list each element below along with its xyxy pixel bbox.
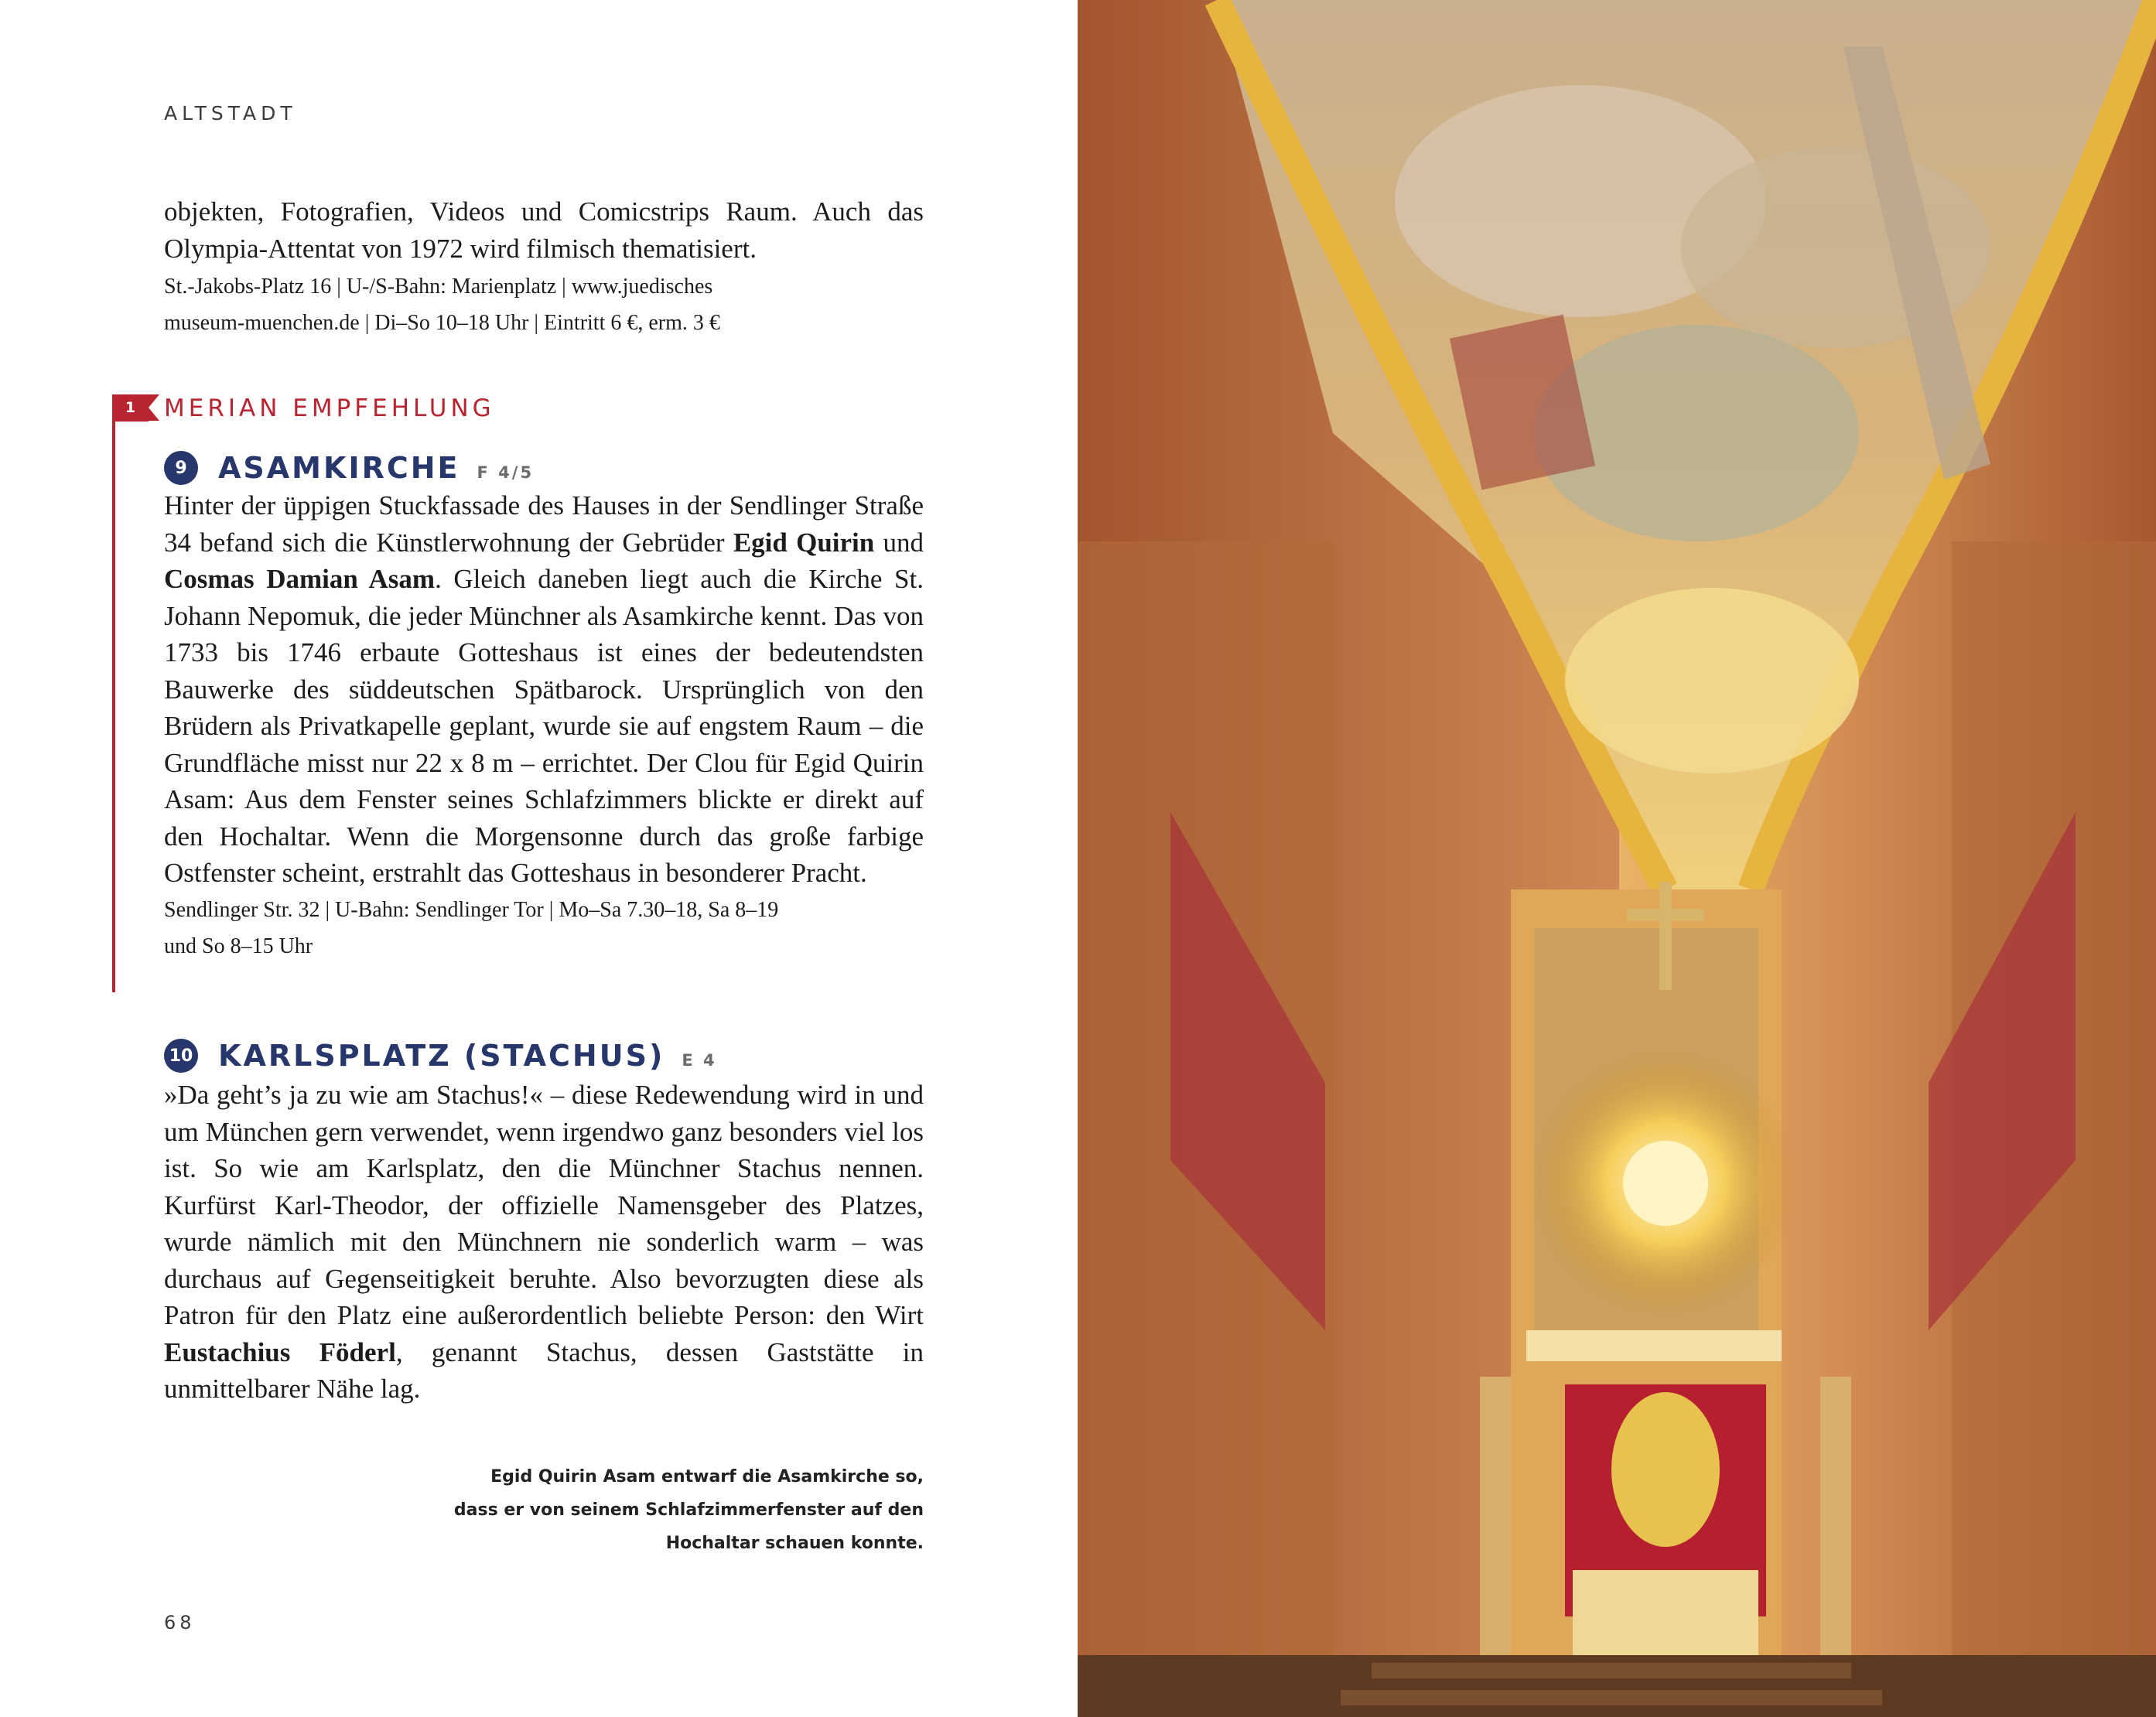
karlsplatz-section <box>164 1077 924 1408</box>
entry-title: KARLSPLATZ (STACHUS) <box>218 1039 665 1073</box>
photo-caption <box>418 1460 924 1560</box>
entry-title: ASAMKIRCHE <box>218 451 460 485</box>
asamkirche-interior-photo <box>1078 0 2156 1717</box>
entry-heading-asamkirche <box>164 449 534 487</box>
text-run: . Gleich daneben liegt auch die Kirche St. Johann Nepomuk, die jeder Münchner als Asamkirche kennt. Das von 1733 bis 1746 erbaute Gotteshaus ist eines der bedeutendsten Bauwerke des süddeutschen Spätbarock. Ursprünglich von den Brüdern als Privatkapelle geplant, wurde sie auf engstem Raum – die Grundfläche misst nur 22 x 8 m – errichtet. Der Clou für Egid Quirin Asam: Aus dem Fenster seines Schlafzimmers blickte er direkt auf den Hochaltar. Wenn die Morgensonne durch das große farbige Ostfenster scheint, erstrahlt das Gotteshaus in besonderer Pracht. <box>164 564 924 888</box>
info-line: Sendlinger Str. 32 | U-Bahn: Sendlinger Tor | Mo–Sa 7.30–18, Sa 8–19 <box>164 897 779 922</box>
entry-number-badge: 10 <box>164 1039 198 1073</box>
asamkirche-section <box>164 487 924 964</box>
merian-recommendation-label: MERIAN EMPFEHLUNG <box>164 394 495 422</box>
merian-flag-icon: 1 <box>112 394 149 422</box>
text-run: und <box>874 527 924 558</box>
caption-line: Egid Quirin Asam entwarf die Asamkirche so, <box>490 1467 924 1487</box>
bold-name: Egid Quirin <box>733 527 875 558</box>
info-line: und So 8–15 Uhr <box>164 934 313 958</box>
entry-number-badge: 9 <box>164 451 198 485</box>
bold-name: Eustachius Föderl <box>164 1336 396 1367</box>
entry-heading-karlsplatz <box>164 1036 717 1075</box>
photo-illustration <box>1078 0 2156 1717</box>
intro-paragraph: objekten, Fotografien, Videos und Comicstrips Raum. Auch das Olympia-Attentat von 1972 wird filmisch thematisiert. <box>164 196 924 264</box>
running-head: ALTSTADT <box>164 102 297 125</box>
intro-info-line: museum-muenchen.de | Di–So 10–18 Uhr | Eintritt 6 €, erm. 3 € <box>164 311 720 335</box>
map-grid-reference: E 4 <box>682 1051 717 1070</box>
text-run: , genannt Stachus, dessen Gaststätte in unmittelbarer Nähe lag. <box>164 1336 924 1404</box>
merian-marker-bar <box>112 422 115 992</box>
bold-name: Cosmas Damian Asam <box>164 564 436 594</box>
page-number: 68 <box>164 1612 196 1633</box>
asamkirche-info <box>164 892 924 964</box>
text-run: Hinter der üppigen Stuckfassade des Hauses in der Sendlinger Straße 34 befand sich die Künstlerwohnung der Gebrüder <box>164 490 924 558</box>
caption-line: dass er von seinem Schlafzimmerfenster auf den <box>453 1500 924 1520</box>
intro-info <box>164 268 924 341</box>
map-grid-reference: F 4/5 <box>477 463 535 482</box>
intro-info-line: St.-Jakobs-Platz 16 | U-/S-Bahn: Marienplatz | www.juedisches <box>164 275 713 299</box>
caption-line: Hochaltar schauen konnte. <box>665 1534 924 1553</box>
asamkirche-paragraph <box>164 487 924 892</box>
text-run: »Da geht’s ja zu wie am Stachus!« – diese Redewendung wird in und um München gern verwendet, wenn irgendwo ganz besonders viel los ist. So wie am Karlsplatz, den die Münchner Stachus nennen. Kurfürst Karl-Theodor, der offizielle Namensgeber des Platzes, wurde nämlich mit den Münchnern nie sonderlich warm – was durchaus auf Gegenseitigkeit beruhte. Also bevorzugten diese als Patron für den Platz eine außerordentlich beliebte Person: den Wirt <box>164 1080 924 1330</box>
intro-section <box>164 193 924 341</box>
karlsplatz-paragraph <box>164 1077 924 1408</box>
